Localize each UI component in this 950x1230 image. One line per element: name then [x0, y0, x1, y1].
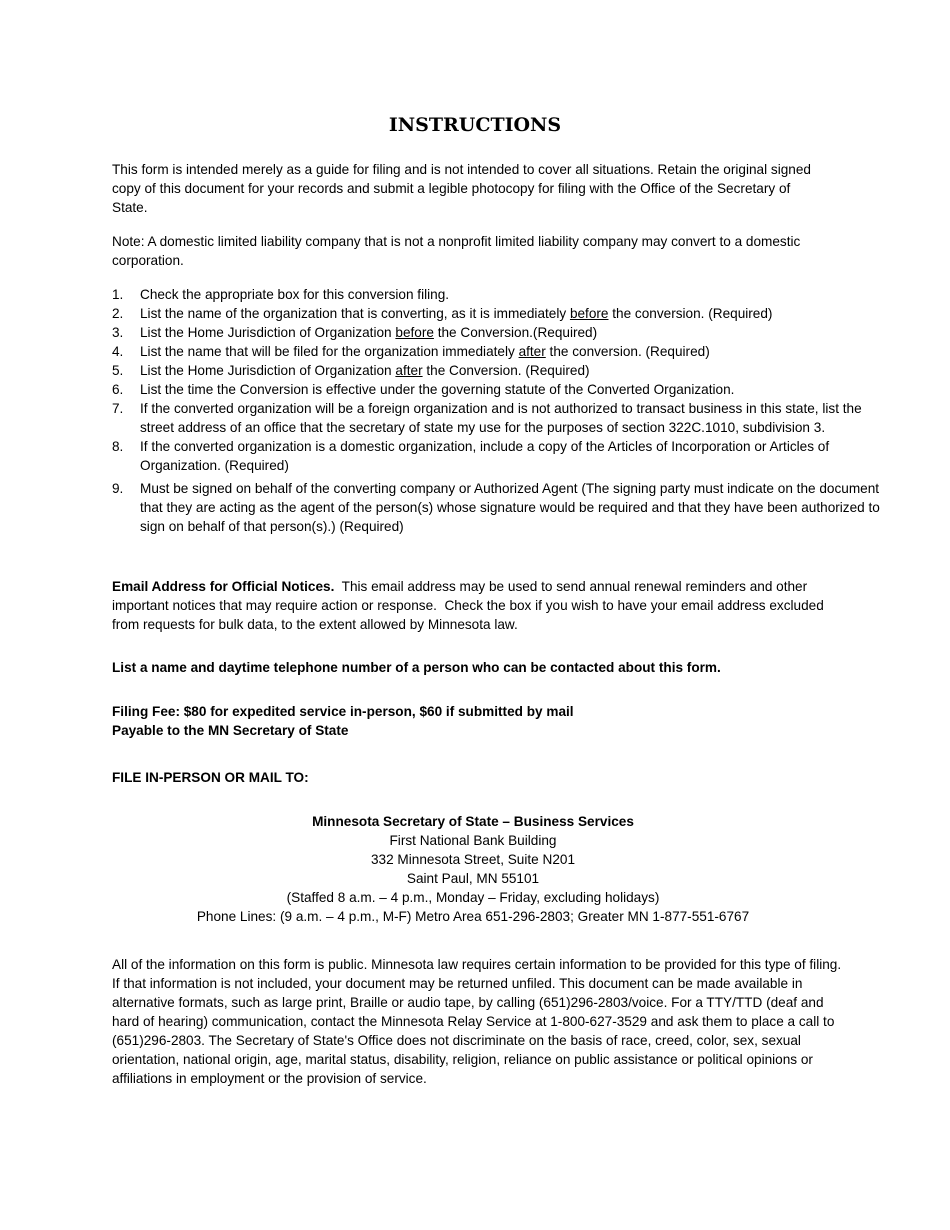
step-text-after: the conversion. (Required)	[545, 344, 710, 359]
address-city: Saint Paul, MN 55101	[406, 871, 540, 886]
email-notice-text: This email address may be used to send annual renewal reminders and other important notices that may require action or response. Check the box if you wish to have your email address excluded from requests for bulk data, to the extent allowed by Minnesota law.	[112, 579, 828, 632]
step-item	[112, 342, 882, 361]
note-paragraph: Note: A domestic limited liability company that is not a nonprofit limited liability company may convert to a domestic corporation.	[112, 234, 801, 268]
step-item	[112, 399, 882, 437]
filing-fee-amount: Filing Fee: $80 for expedited service in-person, $60 if submitted by mail	[112, 704, 574, 719]
step-text: List the time the Conversion is effective under the governing statute of the Converted Organization.	[140, 382, 735, 397]
contact-instruction: List a name and daytime telephone number of a person who can be contacted about this form.	[112, 660, 721, 675]
step-text: List the name that will be filed for the organization immediately	[140, 344, 519, 359]
step-text: If the converted organization is a domestic organization, include a copy of the Articles of Incorporation or Articles of Organization. (Required)	[140, 439, 830, 473]
public-information-notice: All of the information on this form is public. Minnesota law requires certain information to be provided for this type of filing. If that information is not included, your document may be returned unfiled. This document can be made available in alternative formats, such as large print, Braille or audio tape, by calling (651)296-2803/voice. For a TTY/TTD (deaf and hard of hearing) communication, contact the Minnesota Relay Service at 1-800-627-3529 and ask them to place a call to (651)296-2803. The Secretary of State's Office does not discriminate on the basis of race, creed, color, sex, sexual orientation, national origin, age, marital status, disability, religion, reliance on public assistance or political opinions or affiliations in employment or the provision of service.	[112, 957, 842, 1086]
address-phone-lines: Phone Lines: (9 a.m. – 4 p.m., M-F) Metro Area 651-296-2803; Greater MN 1-877-551-6767	[196, 909, 750, 924]
email-notice-heading: Email Address for Official Notices.	[112, 579, 335, 594]
address-building: First National Bank Building	[389, 833, 557, 848]
step-number: 9.	[112, 481, 124, 496]
step-text: If the converted organization will be a foreign organization and is not authorized to transact business in this state, list the street address of an office that the secretary of state my use for the purposes of section 322C.1010, subdivision 3.	[140, 401, 862, 435]
step-number: 3.	[112, 325, 124, 340]
step-number: 4.	[112, 344, 124, 359]
address-hours: (Staffed 8 a.m. – 4 p.m., Monday – Friday, excluding holidays)	[286, 890, 660, 905]
step-emphasis: before	[395, 325, 434, 340]
step-text: List the Home Jurisdiction of Organization	[140, 325, 396, 340]
step-number: 2.	[112, 306, 124, 321]
step-item	[112, 361, 882, 380]
step-emphasis: after	[395, 363, 423, 378]
step-item	[112, 323, 882, 342]
address-street: 332 Minnesota Street, Suite N201	[370, 852, 576, 867]
step-text: Check the appropriate box for this conversion filing.	[140, 287, 450, 302]
step-number: 5.	[112, 363, 124, 378]
filing-fee-payee: Payable to the MN Secretary of State	[112, 723, 349, 738]
intro-paragraph: This form is intended merely as a guide for filing and is not intended to cover all situations. Retain the original signed copy of this document for your records and submit a legible photocopy for filing with the Office of the Secretary of State.	[112, 162, 811, 215]
step-number: 7.	[112, 401, 124, 416]
email-notice-paragraph	[112, 577, 832, 634]
step-text: List the Home Jurisdiction of Organization	[140, 363, 396, 378]
step-text-after: the Conversion. (Required)	[422, 363, 590, 378]
step-item	[112, 285, 882, 304]
step-item	[112, 304, 882, 323]
step-item	[112, 479, 882, 536]
mail-to-heading: FILE IN-PERSON OR MAIL TO:	[112, 770, 309, 785]
page-title: INSTRUCTIONS	[388, 114, 562, 136]
mailing-address	[112, 812, 834, 926]
step-text-after: the Conversion.(Required)	[433, 325, 598, 340]
instruction-steps-list	[112, 285, 882, 536]
step-number: 8.	[112, 439, 124, 454]
step-emphasis: before	[569, 306, 609, 321]
step-emphasis: after	[518, 344, 546, 359]
step-text-after: the conversion. (Required)	[608, 306, 773, 321]
filing-fee	[112, 702, 832, 740]
step-item	[112, 437, 882, 475]
step-number: 6.	[112, 382, 124, 397]
address-organization: Minnesota Secretary of State – Business Services	[312, 814, 634, 829]
step-number: 1.	[112, 287, 124, 302]
step-item	[112, 380, 882, 399]
step-text: List the name of the organization that is converting, as it is immediately	[140, 306, 570, 321]
step-text: Must be signed on behalf of the converting company or Authorized Agent (The signing party must indicate on the document that they are acting as the agent of the person(s) whose signature would be required and that they have been authorized to sign on behalf of that person(s).) (Required)	[140, 481, 880, 534]
